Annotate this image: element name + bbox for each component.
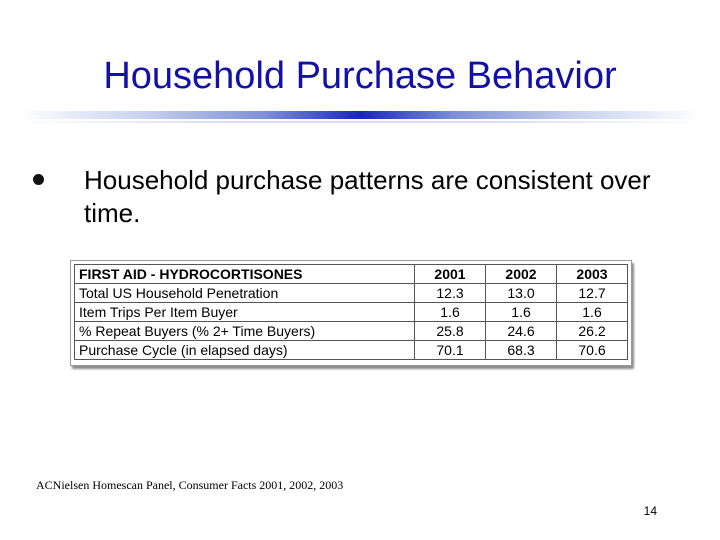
table-cell: Purchase Cycle (in elapsed days) [75,341,415,360]
table-cell: Item Trips Per Item Buyer [75,303,415,322]
table-cell: 24.6 [486,322,557,341]
data-table-frame [70,260,632,366]
table-cell: 1.6 [557,303,628,322]
table-cell: 70.6 [557,341,628,360]
table-row [75,322,628,341]
title-divider-shadow [20,121,700,123]
table-row [75,303,628,322]
table-cell: 12.3 [415,284,486,303]
slide-title: Household Purchase Behavior [103,55,617,97]
title-divider [20,111,700,119]
table-row [75,341,628,360]
table-cell: 1.6 [415,303,486,322]
data-table [74,264,628,360]
source-note: ACNielsen Homescan Panel, Consumer Facts 2001, 2002, 2003 [36,478,344,492]
table-cell: 25.8 [415,322,486,341]
table-header-cell: 2003 [557,265,628,284]
bullet-icon [33,174,44,185]
table-cell: 68.3 [486,341,557,360]
table-header-cell: 2002 [486,265,557,284]
bullet-text: Household purchase patterns are consistent over time. [84,165,651,228]
table-header-cell: 2001 [415,265,486,284]
table-cell: 12.7 [557,284,628,303]
table-cell: 1.6 [486,303,557,322]
table-cell: % Repeat Buyers (% 2+ Time Buyers) [75,322,415,341]
table-header-cell: FIRST AID - HYDROCORTISONES [75,265,415,284]
table-cell: 13.0 [486,284,557,303]
table-cell: Total US Household Penetration [75,284,415,303]
table-cell: 70.1 [415,341,486,360]
page-number: 14 [643,504,657,518]
table-header-row [75,265,628,284]
table-row [75,284,628,303]
table-cell: 26.2 [557,322,628,341]
